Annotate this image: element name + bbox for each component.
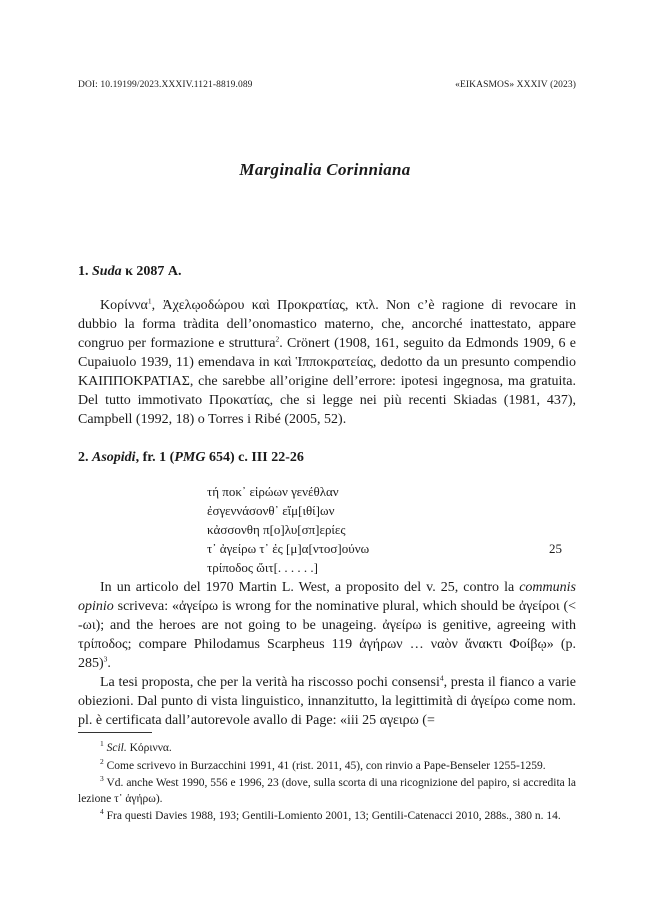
para3-text-a: La tesi proposta, che per la verità ha riscosso pochi consensi xyxy=(100,675,440,690)
footnote-2 xyxy=(78,756,576,775)
footnote-text: Come scrivevo in Burzacchini 1991, 41 (rist. 2011, 45), con rinvio a Pape-Benseler 1255-1259. xyxy=(106,759,546,772)
paragraphs-2-3 xyxy=(78,578,576,730)
paragraph-1 xyxy=(78,296,576,429)
verse-text: ἐσγεννάσονθ᾽ εἵμ[ιθί]ων xyxy=(207,503,335,518)
para1-text-c: . Crönert (1908, 161, seguito da Edmonds 1909, 6 e Cupaiuolo 1939, 11) emendava in καὶ Ἱπποκρατείας, dedotto da un presunto compendio ΚΑΙΠΠΟΚΡΑΤΙΑΣ, che sarebbe all’origine dell’errore: ipotesi ingegnosa, ma gratuita. Del tutto immotivato Προκατίας, che si legge nei più recenti Skiadas (1981, 437), Campbell (1992, 18) o Torres i Ribé (2005, 52). xyxy=(78,336,577,427)
footnote-ref-2[interactable]: 2 xyxy=(275,334,280,344)
para3-text-b: , presta il fianco a varie obiezioni. Dal punto di vista linguistico, innanzitutto, la legittimità di ἀγείρω come nom. pl. è certificata dall’autorevole avallo di Page: «iii 25 αγειρω (= xyxy=(78,675,576,728)
footnotes xyxy=(78,741,576,827)
footnote-number: 4 xyxy=(100,807,104,817)
verse-text: τ᾽ ἀγείρω τ᾽ ἐς [μ]α[ντοσ]ούνω xyxy=(207,541,370,556)
footnote-text: Vd. anche West 1990, 556 e 1996, 23 (dove, sulla scorta di una ricognizione del papiro, si accredita la lezione τ᾽ ἀγήρω). xyxy=(78,777,576,805)
section-2-number: 2. xyxy=(78,450,89,465)
section-2-pmg: PMG xyxy=(174,450,206,465)
section-1-number: 1. xyxy=(78,264,89,279)
section-2-mid: , fr. 1 ( xyxy=(135,450,175,465)
verse-line xyxy=(207,558,577,577)
footnote-3 xyxy=(78,776,576,807)
footnote-rule xyxy=(78,732,152,733)
section-2-name: Asopidi xyxy=(92,450,136,465)
section-1-name: Suda xyxy=(92,264,122,279)
para2-italic: communis opinio xyxy=(78,580,576,614)
footnote-4 xyxy=(78,809,576,825)
journal-header: «EIKASMOS» XXXIV (2023) xyxy=(455,80,576,90)
verse-line xyxy=(207,539,577,558)
verse-text: τρίποδος ὤιτ[. . . . . .] xyxy=(207,560,318,575)
section-1-heading xyxy=(78,264,181,280)
footnote-number: 1 xyxy=(100,739,104,749)
para1-text-b: , Ἀχελῳοδώρου καὶ Προκρατίας, κτλ. Non c’è ragione di revocare in dubbio la forma tràdita dell’onomastico materno, che, ancorché inattestato, appare congruo per formazione e struttura xyxy=(78,298,576,351)
para1-text-a: Κορίννα xyxy=(100,298,148,313)
footnote-1 xyxy=(78,741,576,757)
footnote-number: 3 xyxy=(100,774,104,784)
footnote-ref-4[interactable]: 4 xyxy=(439,673,444,683)
section-1-rest: κ 2087 A. xyxy=(121,264,182,279)
verse-line xyxy=(207,482,577,501)
verse-line xyxy=(207,501,577,520)
verse-line xyxy=(207,520,577,539)
paragraph-2 xyxy=(78,578,576,673)
verse-quotation xyxy=(207,482,577,577)
para2-text-b: scriveva: «ἀγείρω is wrong for the nominative plural, which should be ἀγείροι (< -ωι); and the heroes are not going to be unageing. ἀγείρω is genitive, agreeing with τρίποδος; compare Philodamus Scarpheus 119 ἀγήρων … ναὸν ἄνακτι Φοίβῳ» (p. 285) xyxy=(78,599,576,671)
paragraph-3 xyxy=(78,673,576,730)
footnote-number: 2 xyxy=(100,756,104,766)
doi-header: DOI: 10.19199/2023.XXXIV.1121-8819.089 xyxy=(78,80,253,90)
para2-text-a: In un articolo del 1970 Martin L. West, a proposito del v. 25, contro la xyxy=(100,580,520,595)
footnote-ref-3[interactable]: 3 xyxy=(103,654,108,664)
section-2-heading xyxy=(78,450,304,466)
footnote-text: Κόριννα. xyxy=(126,742,172,754)
footnote-italic: Scil. xyxy=(106,742,127,754)
section-2-rest: 654) c. III 22-26 xyxy=(205,450,304,465)
footnote-text: Fra questi Davies 1988, 193; Gentili-Lomiento 2001, 13; Gentili-Catenacci 2010, 288s., 380 n. 14. xyxy=(106,810,561,822)
verse-number: 25 xyxy=(549,541,562,556)
para2-text-c: . xyxy=(107,656,111,671)
verse-text: τή ποκ᾽ εἰρώων γενέθλαν xyxy=(207,484,339,499)
article-title: Marginalia Corinniana xyxy=(239,160,411,179)
verse-text: κἀσσονθη π[ο]λυ[σπ]ερίες xyxy=(207,522,346,537)
footnote-ref-1[interactable]: 1 xyxy=(147,296,152,306)
